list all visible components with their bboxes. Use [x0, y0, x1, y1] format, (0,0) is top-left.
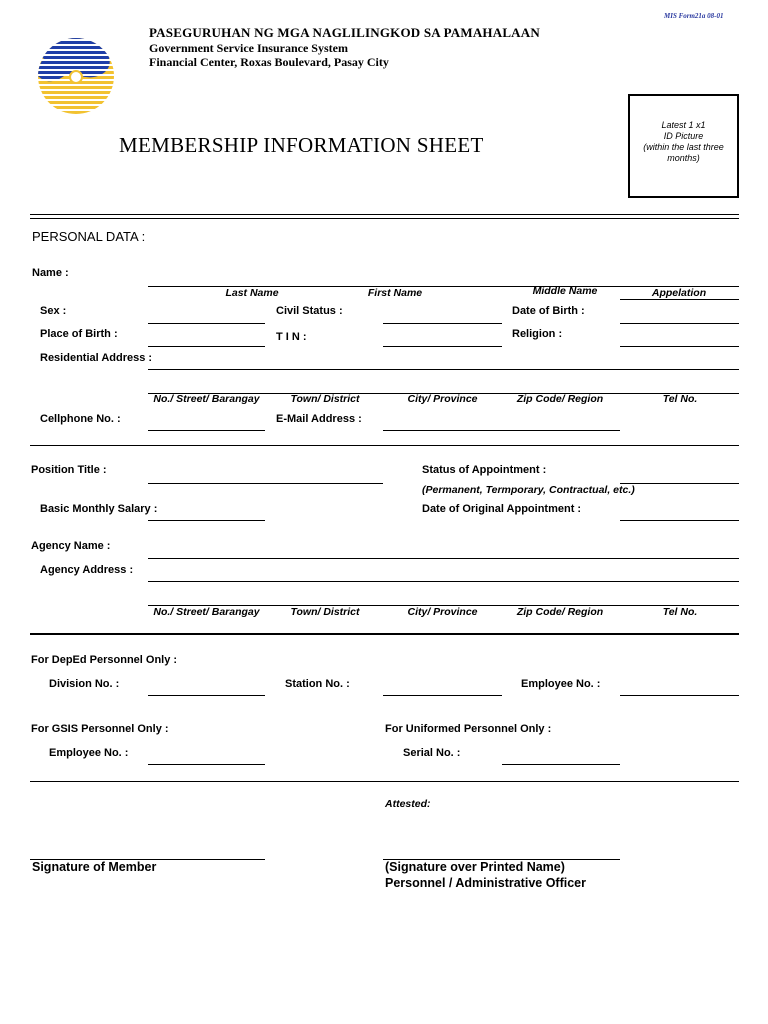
agency-addr-city-caption: City/ Province: [407, 606, 478, 618]
agency-addr-zip-caption: Zip Code/ Region: [516, 606, 604, 618]
photo-line-2: ID Picture: [663, 131, 704, 141]
cellphone-label: Cellphone No. :: [40, 413, 121, 425]
position-label: Position Title :: [31, 464, 107, 476]
divider-2: [30, 633, 739, 635]
res-address-label: Residential Address :: [40, 352, 153, 364]
religion-input[interactable]: [620, 346, 739, 347]
res-address-input-1[interactable]: [148, 369, 739, 370]
form-code: MIS Form21a 08-01: [664, 12, 724, 20]
division-label: Division No. :: [49, 678, 120, 690]
email-label: E-Mail Address :: [276, 413, 362, 425]
section-title-personal: PERSONAL DATA :: [32, 229, 146, 244]
top-rule-1: [30, 214, 739, 215]
tin-label: T I N :: [276, 331, 307, 343]
member-signature-caption: Signature of Member: [32, 860, 157, 874]
top-rule-2: [30, 218, 739, 219]
orig-appt-label: Date of Original Appointment :: [422, 503, 582, 515]
page-title: MEMBERSHIP INFORMATION SHEET: [119, 133, 484, 157]
division-input[interactable]: [148, 695, 265, 696]
salary-label: Basic Monthly Salary :: [40, 503, 158, 515]
dob-input[interactable]: [620, 323, 739, 324]
station-label: Station No. :: [285, 678, 350, 690]
serial-input[interactable]: [502, 764, 620, 765]
deped-title: For DepEd Personnel Only :: [31, 654, 178, 666]
last-name-caption: Last Name: [225, 287, 279, 299]
id-photo-box[interactable]: [628, 94, 739, 198]
photo-line-4: months): [667, 153, 700, 163]
divider-1: [30, 445, 739, 446]
sex-input[interactable]: [148, 323, 265, 324]
photo-line-3: (within the last three: [643, 142, 724, 152]
agency-address-label: Agency Address :: [40, 564, 134, 576]
gsis-employee-input[interactable]: [148, 764, 265, 765]
station-input[interactable]: [383, 695, 502, 696]
orig-appt-input[interactable]: [620, 520, 739, 521]
attested-label: Attested:: [385, 798, 431, 810]
uniformed-title: For Uniformed Personnel Only :: [385, 723, 552, 735]
res-addr-street-caption: No./ Street/ Barangay: [153, 393, 260, 405]
officer-caption: Personnel / Administrative Officer: [385, 876, 586, 890]
dob-label: Date of Birth :: [512, 305, 585, 317]
deped-employee-input[interactable]: [620, 695, 739, 696]
gsis-employee-label: Employee No. :: [49, 747, 129, 759]
tin-input[interactable]: [383, 346, 502, 347]
agency-tagalog: PASEGURUHAN NG MGA NAGLILINGKOD SA PAMAHALAAN: [149, 25, 540, 40]
first-name-caption: First Name: [367, 287, 423, 299]
agency-addr-tel-caption: Tel No.: [662, 606, 698, 618]
position-input[interactable]: [148, 483, 383, 484]
appelation-caption: Appelation: [651, 287, 707, 299]
serial-label: Serial No. :: [403, 747, 461, 759]
divider-3: [30, 781, 739, 782]
status-label: Status of Appointment :: [422, 464, 547, 476]
res-addr-zip-caption: Zip Code/ Region: [516, 393, 604, 405]
religion-label: Religion :: [512, 328, 563, 340]
agency-addr-street-caption: No./ Street/ Barangay: [153, 606, 260, 618]
agency-address: Financial Center, Roxas Boulevard, Pasay City: [149, 55, 389, 69]
email-input[interactable]: [383, 430, 620, 431]
status-hint: (Permanent, Termporary, Contractual, etc.): [422, 484, 635, 496]
gsis-logo-icon: [36, 36, 116, 116]
pob-input[interactable]: [148, 346, 265, 347]
photo-line-1: Latest 1 x1: [661, 120, 706, 130]
salary-input[interactable]: [148, 520, 265, 521]
cellphone-input[interactable]: [148, 430, 265, 431]
appelation-line: [620, 299, 739, 300]
agency-addr-town-caption: Town/ District: [290, 606, 360, 618]
pob-label: Place of Birth :: [40, 328, 118, 340]
status-input[interactable]: [620, 483, 739, 484]
agency-name-label: Agency Name :: [31, 540, 111, 552]
middle-name-caption: Middle Name: [532, 285, 598, 297]
res-addr-tel-caption: Tel No.: [662, 393, 698, 405]
civil-status-label: Civil Status :: [276, 305, 343, 317]
agency-address-input-1[interactable]: [148, 581, 739, 582]
gsis-title: For GSIS Personnel Only :: [31, 723, 169, 735]
agency-english: Government Service Insurance System: [149, 41, 348, 55]
res-addr-town-caption: Town/ District: [290, 393, 360, 405]
name-label: Name :: [32, 267, 69, 279]
deped-employee-label: Employee No. :: [521, 678, 601, 690]
sex-label: Sex :: [40, 305, 67, 317]
res-addr-city-caption: City/ Province: [407, 393, 478, 405]
civil-status-input[interactable]: [383, 323, 502, 324]
agency-name-input[interactable]: [148, 558, 739, 559]
printed-name-caption: (Signature over Printed Name): [385, 860, 565, 874]
